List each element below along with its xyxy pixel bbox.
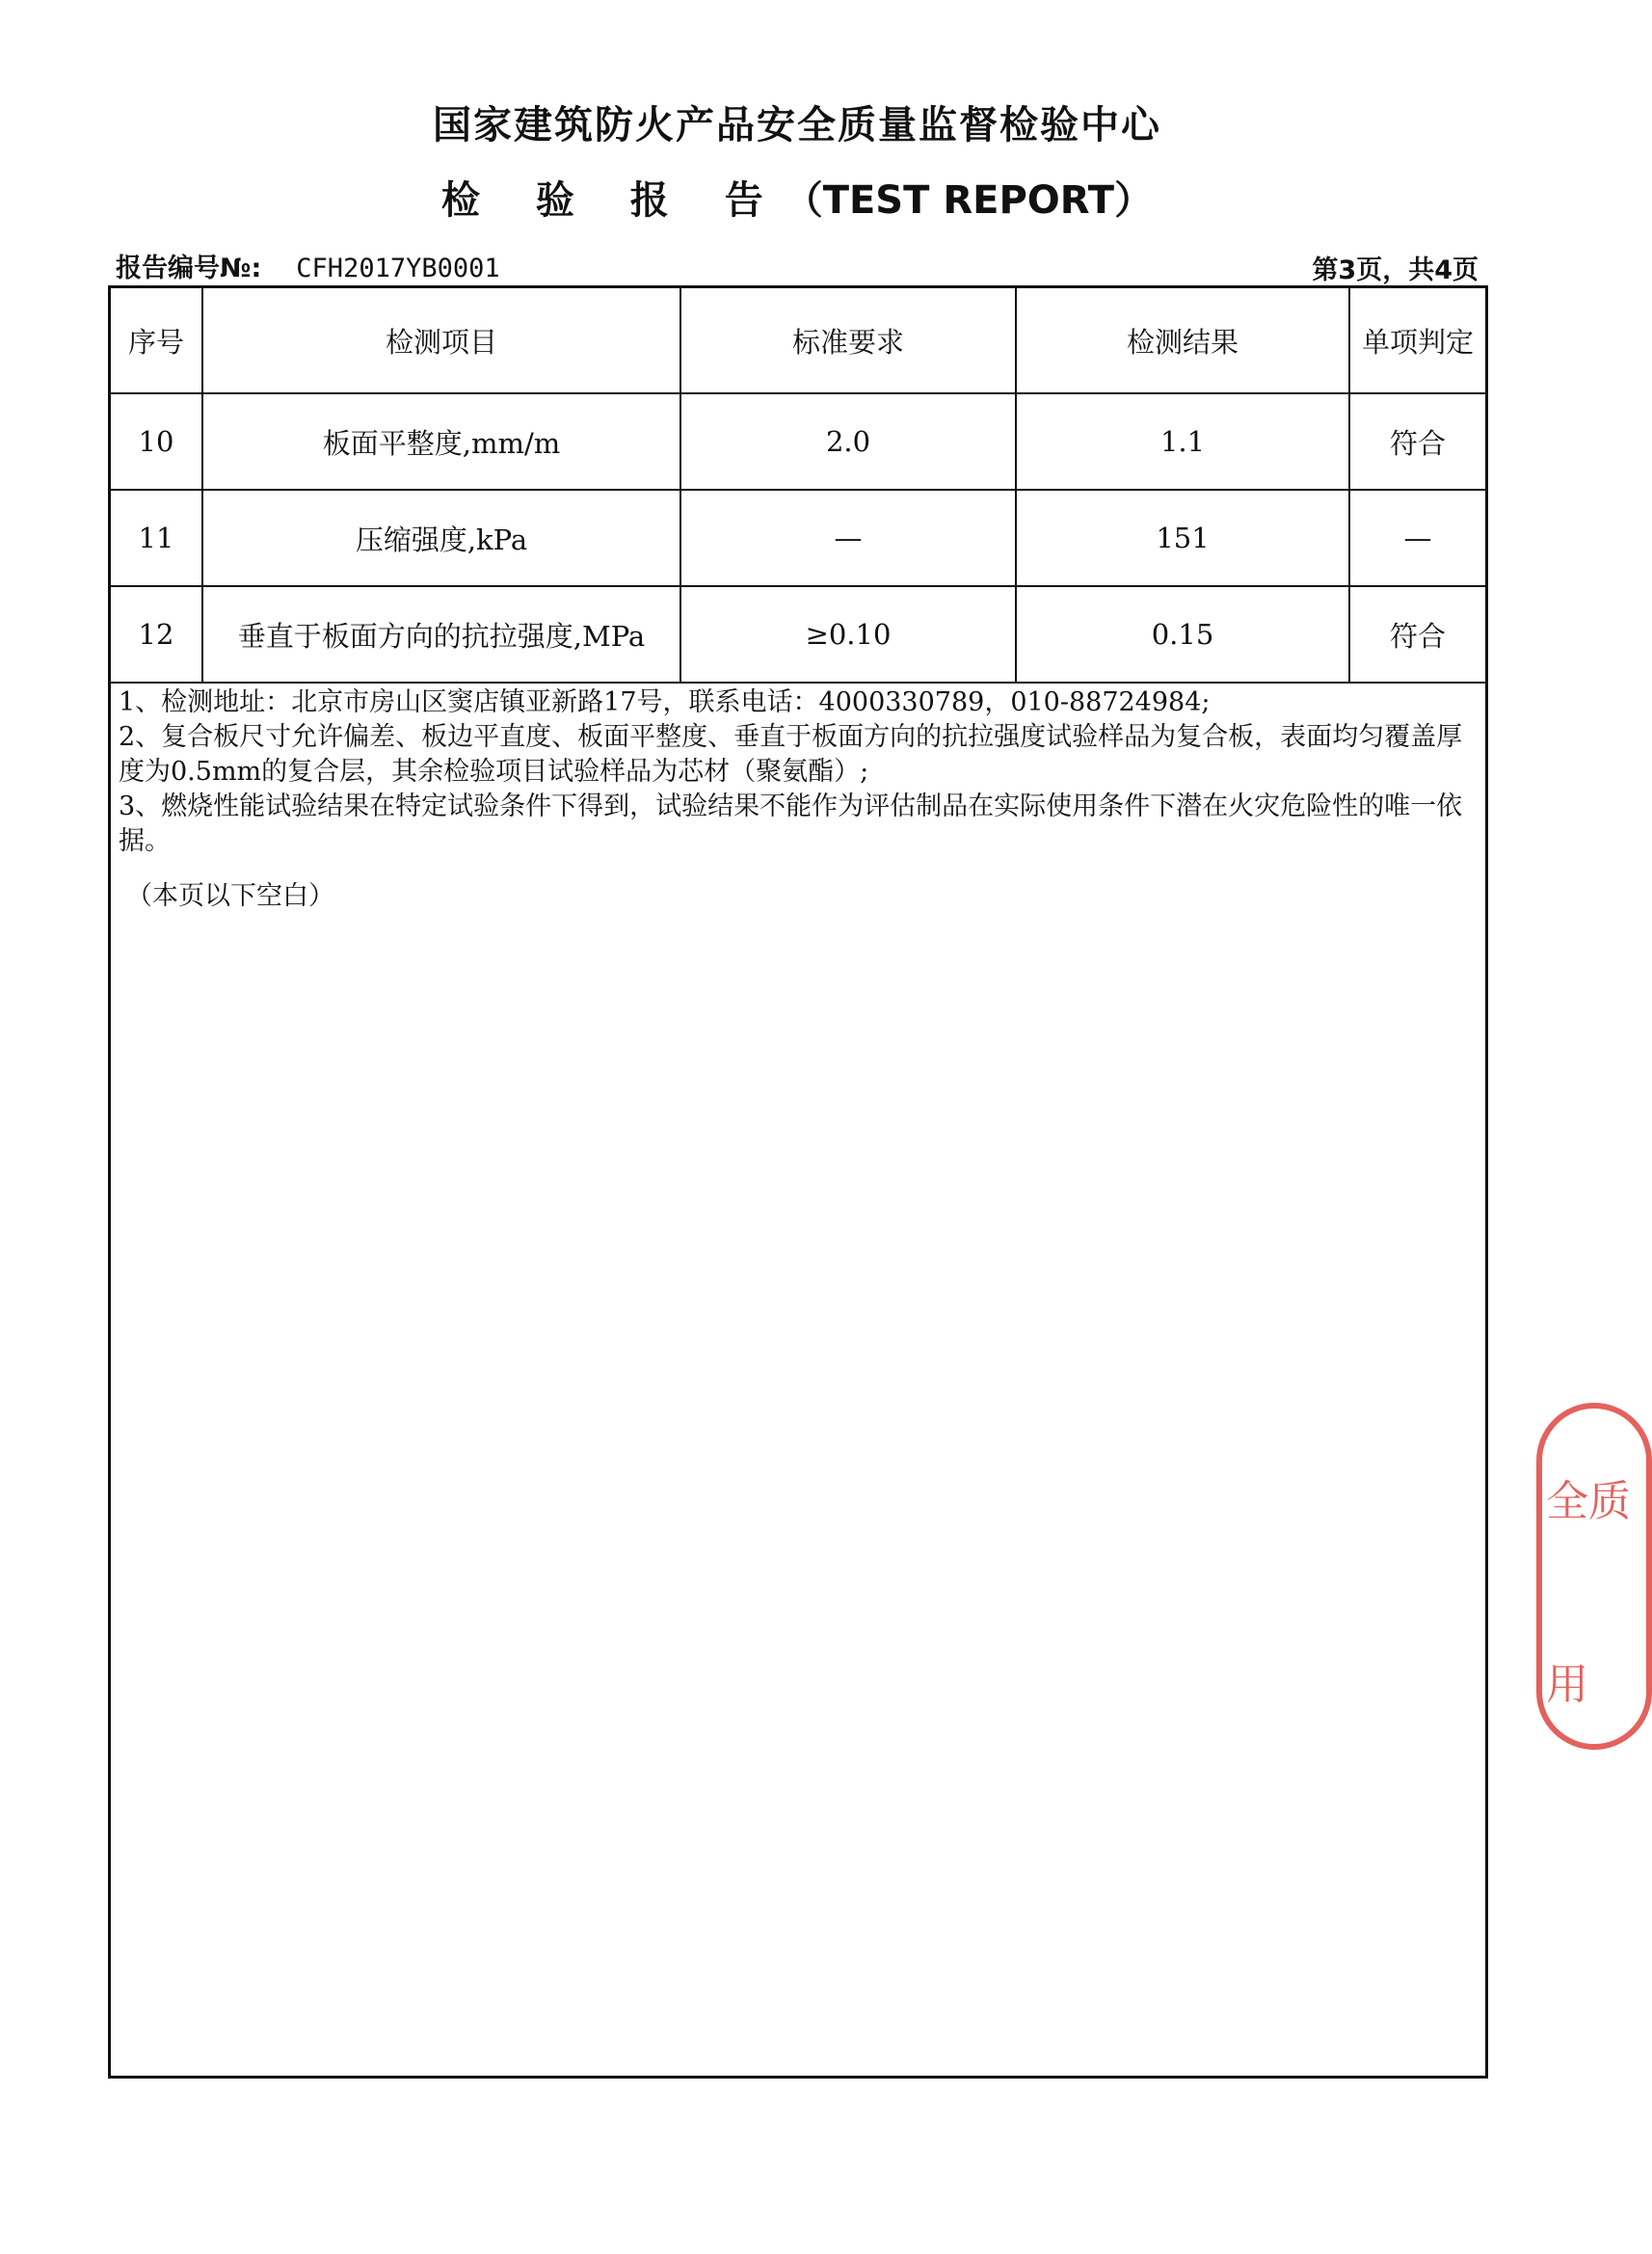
test-item: 垂直于板面方向的抗拉强度,MPa <box>202 586 680 683</box>
column-header: 标准要求 <box>680 288 1016 393</box>
report-number-label: 报告编号№: <box>116 254 262 283</box>
result: 151 <box>1016 490 1349 586</box>
column-header: 序号 <box>111 288 202 393</box>
row-number: 11 <box>111 490 202 586</box>
report-number-value: CFH2017YB0001 <box>296 254 500 283</box>
table-row <box>111 490 1485 586</box>
table-header-row <box>111 288 1485 393</box>
page-info: 第3页，共4页 <box>1312 255 1479 285</box>
org-title: 国家建筑防火产品安全质量监督检验中心 <box>433 103 1161 148</box>
column-header: 检测项目 <box>202 288 680 393</box>
column-header: 单项判定 <box>1349 288 1485 393</box>
result: 0.15 <box>1016 586 1349 683</box>
note-3: 3、燃烧性能试验结果在特定试验条件下得到，试验结果不能作为评估制品在实际使用条件下潜在火灾危险性的唯一依据。 <box>119 792 1463 856</box>
notes-section <box>119 685 1478 859</box>
results-table <box>111 288 1485 684</box>
verdict: 符合 <box>1349 586 1485 683</box>
official-seal-stamp <box>1536 1403 1652 1750</box>
note-1: 1、检测地址：北京市房山区窦店镇亚新路17号，联系电话：4000330789，010-88724984; <box>119 687 1211 717</box>
result: 1.1 <box>1016 393 1349 490</box>
test-item: 压缩强度,kPa <box>202 490 680 586</box>
table-row <box>111 586 1485 683</box>
row-number: 10 <box>111 393 202 490</box>
report-number <box>116 247 500 284</box>
column-header: 检测结果 <box>1016 288 1349 393</box>
report-title-en: （TEST REPORT） <box>784 178 1154 223</box>
test-item: 板面平整度,mm/m <box>202 393 680 490</box>
verdict: — <box>1349 490 1485 586</box>
note-2: 2、复合板尺寸允许偏差、板边平直度、板面平整度、垂直于板面方向的抗拉强度试验样品为复合板，表面均匀覆盖厚度为0.5mm的复合层，其余检验项目试验样品为芯材（聚氨酯）; <box>119 722 1463 787</box>
blank-note: （本页以下空白） <box>126 881 334 911</box>
requirement: ≥0.10 <box>680 586 1016 683</box>
row-number: 12 <box>111 586 202 683</box>
requirement: 2.0 <box>680 393 1016 490</box>
verdict: 符合 <box>1349 393 1485 490</box>
report-frame <box>108 285 1488 2079</box>
requirement: — <box>680 490 1016 586</box>
report-title-cn: 检 验 报 告 <box>440 178 785 223</box>
table-row <box>111 393 1485 490</box>
stamp-text-bottom: 用 <box>1546 1660 1588 1709</box>
report-title <box>0 170 1594 225</box>
stamp-text-top: 全质 <box>1546 1477 1631 1526</box>
